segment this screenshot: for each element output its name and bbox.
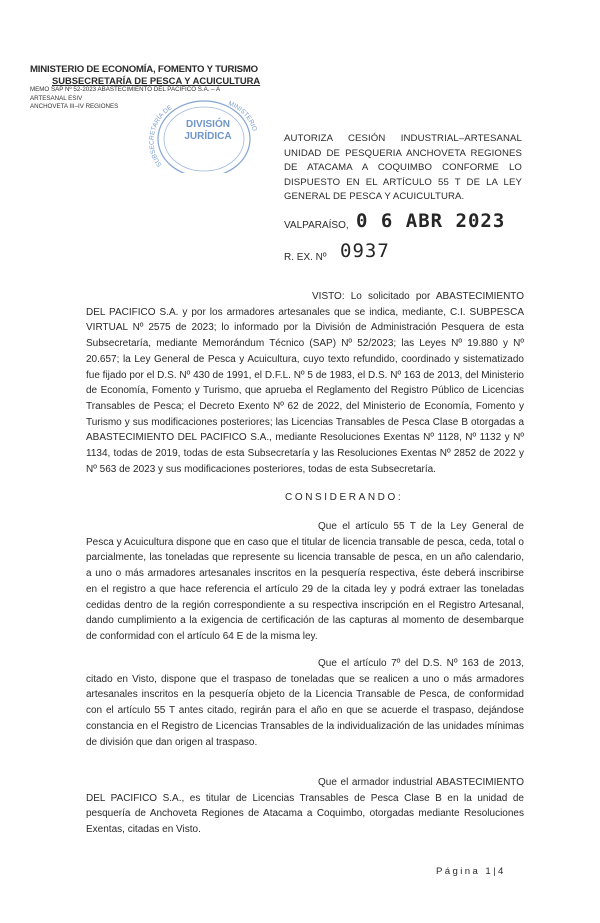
paragraph-text: Que el artículo 55 T de la Ley General de Pesca y Acuicultura dispone que en caso que el titular de licencia transable de pesca, ceda, total o parcialmente, las toneladas que represente su licencia transable de pesca, en un año calendario, a uno o más armadores artesanales inscritos en la pesquería respectiva, éste deberá inscribirse en el registro a que hace referencia el artículo 29 de la citada ley y podrá extraer las toneladas cedidas dentro de la región correspondiente a su respectiva inscripción en el Registro Artesanal, dando cumplimiento a la exigencia de certificación de las capturas al momento de desembarque de conformidad con el artículo 64 E de la misma ley. bbox=[86, 521, 524, 642]
visto-text: Lo solicitado por ABASTECIMIENTO DEL PACIFICO S.A. y por los armadores artesanales que se indica, mediante, C.I. SUBPESCA VIRTUAL Nº 2575 de 2023; lo informado por la División de Administración Pesquera de esta Subsecretaría, mediante Memorándum Técnico (SAP) Nº 52/2023; las Leyes Nº 19.880 y Nº 20.657; la Ley General de Pesca y Acuicultura, cuyo texto refundido, coordinado y sistematizado fue fijado por el D.S. Nº 430 de 1991, el D.F.L. Nº 5 de 1983, el D.S. Nº 163 de 2013, del Ministerio de Economía, Fomento y Turismo, que aprueba el Reglamento del Registro Público de Licencias Transables de Pesca; el Decreto Exento Nº 62 de 2022, del Ministerio de Economía, Fomento y Turismo y sus modificaciones posteriores; las Licencias Transables de Pesca Clase B otorgadas a ABASTECIMIENTO DEL PACIFICO S.A., mediante Resoluciones Exentas Nº 1128, Nº 1132 y Nº 1134, todas de 2019, todas de esta Subsecretaría y las Resoluciones Exentas Nº 2852 de 2022 y Nº 563 de 2023 y sus modificaciones posteriores, todas de esta Subsecretaría. bbox=[86, 291, 525, 475]
resolution-date: 0 6 ABR 2023 bbox=[356, 210, 506, 232]
page-number: Página 1|4 bbox=[436, 866, 506, 877]
division-juridica-stamp bbox=[140, 95, 260, 173]
resolution-title: AUTORIZA CESIÓN INDUSTRIAL–ARTESANAL UNIDAD DE PESQUERIA ANCHOVETA REGIONES DE ATACAMA A COQUIMBO CONFORME LO DISPUESTO EN EL ARTÍCULO 55 T DE LA LEY GENERAL DE PESCA Y ACUICULTURA. bbox=[284, 133, 522, 203]
rex-number: 0937 bbox=[340, 240, 390, 262]
paragraph-text: Que el artículo 7º del D.S. Nº 163 de 2013, citado en Visto, dispone que el traspaso de toneladas que se realicen a uno o más armadores artesanales inscritos en la pesquería objeto de la Licencia Transable de Pesca, de conformidad con el artículo 55 T antes citado, regirán para el año en que se acuerde el traspaso, dejándose constancia en el Registro de Licencias Transables de la individualización de las unidades mínimas de división que dan origen al traspaso. bbox=[86, 658, 524, 748]
considerando-paragraph-3 bbox=[86, 775, 524, 838]
artesanal-reference: ARTESANAL ESIV bbox=[30, 94, 83, 102]
place-label: VALPARAÍSO, bbox=[284, 220, 349, 231]
visto-paragraph bbox=[86, 289, 524, 477]
anchoveta-reference: ANCHOVETA III–IV REGIONES bbox=[30, 103, 119, 111]
stamp-division: DIVISIÓN bbox=[186, 119, 230, 130]
memo-reference: MEMO SAP Nº 52-2023 ABASTECIMIENTO DEL PACIFICO S.A. – A bbox=[30, 86, 221, 93]
considerando-paragraph-1 bbox=[86, 519, 524, 645]
rex-label: R. EX. Nº bbox=[284, 252, 327, 263]
considerando-heading: CONSIDERANDO: bbox=[285, 492, 404, 503]
ministry-name: MINISTERIO DE ECONOMÍA, FOMENTO Y TURISMO bbox=[30, 64, 258, 75]
visto-label: VISTO: bbox=[312, 291, 345, 302]
considerando-paragraph-2 bbox=[86, 656, 524, 750]
paragraph-text: Que el armador industrial ABASTECIMIENTO DEL PACIFICO S.A., es titular de Licencias Transables de Pesca Clase B en la unidad de pesquería de Anchoveta Regiones de Atacama a Coquimbo, otorgadas mediante Resoluciones Exentas, citadas en Visto. bbox=[86, 777, 524, 836]
stamp-arc-left: SUBSECRETARÍA DE bbox=[148, 104, 174, 169]
subsecretaria-name: SUBSECRETARÍA DE PESCA Y ACUICULTURA bbox=[52, 75, 261, 86]
stamp-juridica: JURÍDICA bbox=[184, 131, 232, 142]
stamp-arc-right: MINISTERIO bbox=[227, 100, 258, 133]
